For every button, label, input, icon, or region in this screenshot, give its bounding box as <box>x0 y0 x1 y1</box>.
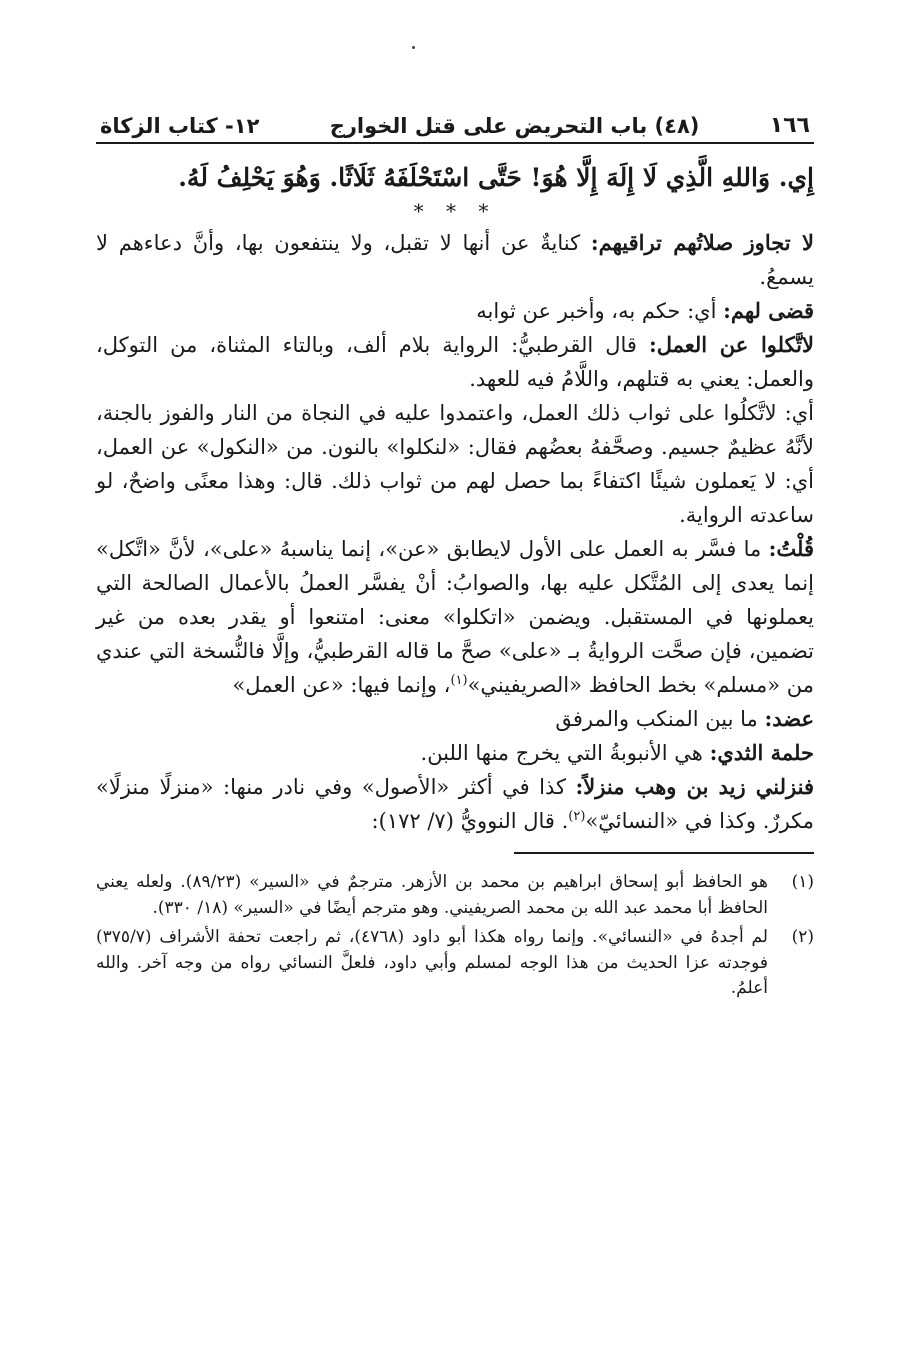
gloss-term: لاتَّكلوا عن العمل: <box>648 332 814 358</box>
main-text <box>96 158 814 838</box>
gloss-term: قُلْتُ: <box>768 536 814 562</box>
gloss-text: ما بين المنكب والمرفق <box>555 707 765 732</box>
gloss-term: قضى لهم: <box>723 298 814 324</box>
gloss-text: قال القرطبيُّ: الرواية بلام ألف، وبالتاء المثناة، من التوكل، والعمل: يعني به قتلهم، واللَّامُ فيه للعهد. <box>96 333 814 392</box>
gloss-entry <box>96 736 814 770</box>
gloss-term: فنزلني زيد بن وهب منزلاً: <box>575 774 814 800</box>
footnote-ref-1[interactable]: (١) <box>450 673 468 689</box>
scan-dot-mark <box>412 46 415 49</box>
section-title: (٤٨) باب التحريض على قتل الخوارج <box>329 114 700 138</box>
gloss-text: كذا في أكثر «الأصول» وفي نادر منها: «منزلًا منزلًا» مكررٌ. وكذا في «النسائيّ» <box>96 775 814 834</box>
footnote-ref-2[interactable]: (٢) <box>568 809 586 825</box>
gloss-text-after: . قال النوويُّ (٧/ ١٧٢): <box>371 809 569 834</box>
gloss-entry <box>96 396 814 532</box>
gloss-term: لا تجاوز صلاتُهم تراقيهم: <box>590 230 814 255</box>
gloss-text: ما فسَّر به العمل على الأول لايطابق «عن»، إنما يناسبهُ «على»، لأنَّ «اتَّكل» إنما يعدى إلى المُتَّكل عليه بها، والصوابُ: أنْ يفسَّر العملُ بالأعمال الصالحة التي يعملونها في المستقبل. ويضمن «اتكلوا» معنى: امتنعوا أو يقدر بعده من غير تضمين، فإن صحَّت الروايةُ بـ «على» صحَّ ما قاله القرطبيُّ، وإلَّا فالنُّسخة التي عندي من «مسلم» بخط الحافظ «الصريفيني» <box>96 537 814 698</box>
gloss-text-after: ، وإنما فيها: «عن العمل» <box>232 673 451 698</box>
gloss-entry <box>96 770 814 838</box>
footnote-divider <box>514 852 814 854</box>
hadith-line: إِي. وَاللهِ الَّذِي لَا إِلَهَ إِلَّا هُوَ! حَتَّى اسْتَحْلَفَهُ ثَلَاثًا. وَهُوَ يَحْلِفُ لَهُ. <box>178 163 814 192</box>
gloss-term: حلمة الثدي: <box>709 740 814 766</box>
footnote-text: لم أجدهُ في «النسائي». وإنما رواه هكذا أبو داود (٤٧٦٨)، ثم راجعت تحفة الأشراف (٣٧٥/٧) فوجدته عزا الحديث من هذا الوجه لمسلم وأبي داود، فلعلَّ النسائي رواه من وجه آخر. والله أعلمُ. <box>96 927 768 999</box>
gloss-entry <box>96 328 814 396</box>
footnote-number: (١) <box>791 872 814 893</box>
gloss-text: أي: لاتَّكلُوا على ثواب ذلك العمل، واعتمدوا عليه في النجاة من النار والفوز بالجنة، لأنَّهُ عظيمٌ جسيم. وصحَّفهُ بعضُهم فقال: «لنكلوا» بالنون. من «النكول» عن العمل، أي: لا يَعملون شيئًا اكتفاءً بما حصل لهم من ثواب ذلك. قال: وهذا معنًى واضحٌ، لو ساعدته الرواية. <box>96 401 814 528</box>
book-page <box>96 100 814 1006</box>
gloss-entry <box>96 532 814 702</box>
book-title: ١٢- كتاب الزكاة <box>100 114 260 138</box>
gloss-entry <box>96 294 814 328</box>
gloss-text: كنايةٌ عن أنها لا تقبل، ولا ينتفعون بها، وأنَّ دعاءهم لا يسمعُ. <box>96 231 814 290</box>
gloss-term: عضد: <box>764 706 814 732</box>
gloss-text: هي الأنبوبةُ التي يخرج منها اللبن. <box>420 741 710 766</box>
gloss-entry <box>96 702 814 736</box>
section-separator: * * * <box>413 199 497 223</box>
gloss-text: أي: حكم به، وأخبر عن ثوابه <box>476 299 724 324</box>
running-header <box>96 100 814 144</box>
footnotes <box>96 870 814 1002</box>
footnote-item <box>96 925 814 1002</box>
page-number: ١٦٦ <box>769 113 810 138</box>
footnote-number: (٢) <box>791 927 814 948</box>
footnote-item <box>96 870 814 921</box>
footnote-text: هو الحافظ أبو إسحاق ابراهيم بن محمد بن الأزهر. مترجمٌ في «السير» (٨٩/٢٣). ولعله يعني الحافظ أبا محمد عبد الله بن محمد الصريفيني. وهو مترجم أيضًا في «السير» (١٨/ ٣٣٠). <box>96 872 768 918</box>
gloss-entry <box>96 226 814 294</box>
